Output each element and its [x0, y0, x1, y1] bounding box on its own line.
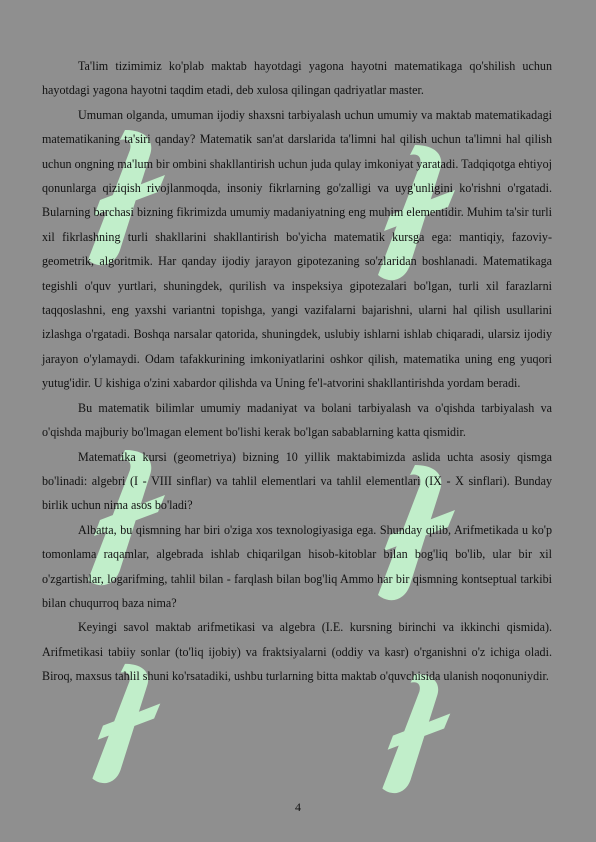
- paragraph: Albatta, bu qismning har biri o'ziga xos texnologiyasiga ega. Shunday qilib, Arifmetikada u ko'p tomonlama raqamlar, algebrada ishlab chiqarilgan hisob-kitoblar bilan bog'liq bo'lib, ular bir xil o'zgartishlar, logarifming, tahlil bilan - farqlash bilan bog'liq Ammo har bir qismning kontseptual tarkibi bilan chuqurroq baza nima?: [42, 522, 552, 610]
- page-number: 4: [295, 800, 301, 814]
- paragraph: Ta'lim tizimimiz ko'plab maktab hayotdagi yagona hayotni matematikaga qo'shilish uchun hayotdagi yagona hayotni taqdim etadi, deb xulosa qilingan qadriyatlar master.: [42, 59, 552, 98]
- paragraph: Matematika kursi (geometriya) bizning 10 yillik maktabimizda aslida uchta asosiy qismga bo'linadi: algebri (I - VIII sinflar) va tahlil elementlari va tahlil elementlari (IX - X sinflari). Bunday birlik uchun nima asos bo'ladi?: [42, 449, 552, 513]
- document-body: [42, 54, 552, 689]
- paragraph: Keyingi savol maktab arifmetikasi va algebra (I.E. kursning birinchi va ikkinchi qismida). Arifmetikasi tabiiy sonlar (to'liq ijobiy) va fraktsiyalarni (oddiy va kasr) o'rganishni o'z ichiga oladi. Biroq, maxsus tahlil shuni ko'rsatadiki, ushbu turlarning bitta maktab o'quvchisida ulanish noqonuniydir.: [42, 620, 552, 684]
- paragraph: Umuman olganda, umuman ijodiy shaxsni tarbiyalash uchun umumiy va maktab matematikadagi matematikaning ta'siri qanday? Matematik san'at darslarida ta'limni hal qilish uchun ta'limni hal qilish uchun ongning ma'lum bir ombini shakllantirish uchun juda qulay imkoniyat yaratadi. Tadqiqotga ehtiyoj qonunlarga qiziqish rivojlanmoqda, insoniy fikrlarning go'zalligi va uyg'unligini ko'rishni o'rgatadi. Bularning barchasi bizning fikrimizda umumiy madaniyatning eng muhim elementidir. Muhim ta'sir turli xil fikrlashning turli shakllarini shakllantirish bo'yicha matematik kursga ega: mantiqiy, fazoviy-geometrik, algoritmik. Har qanday ijodiy jarayon gipotezaning so'zlaridan boshlanadi. Matematikaga tegishli o'quv yurtlari, shuningdek, qurilish va inspeksiya gipotezalari bo'lgan, turli xil farazlarni taqqoslashni, eng yaxshi variantni topishga, yangi vazifalarni bajarishni, ularni hal qilish usullarini izlashga o'rgatadi. Boshqa narsalar qatorida, shuningdek, uslubiy ishlarni ishlab chiqaradi, ularsiz ijodiy jarayon o'ylamaydi. Odam tafakkurining imkoniyatlarini oshkor qilish, matematika uning eng yuqori yutug'idir. U kishiga o'zini xabardor qilishda va Uning fe'l-atvorini shakllantirishda yordam beradi.: [42, 107, 552, 391]
- paragraph: Bu matematik bilimlar umumiy madaniyat va bolani tarbiyalash va o'qishda tarbiyalash va o'qishda majburiy bo'lmagan element bo'lishi kerak bo'lgan sabablarning katta qismidir.: [42, 400, 552, 440]
